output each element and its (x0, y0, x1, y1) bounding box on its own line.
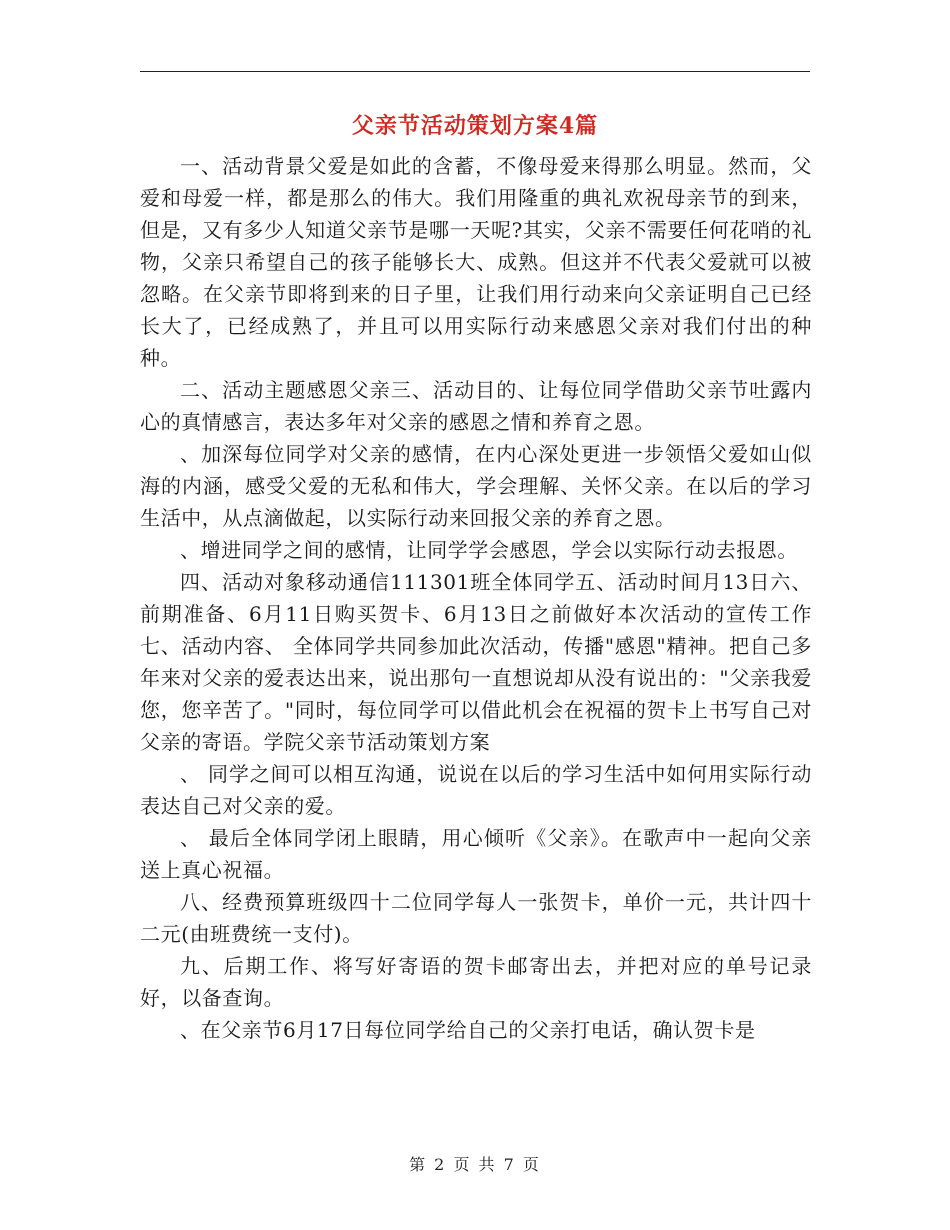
page-number: 第 2 页 共 7 页 (409, 1155, 541, 1174)
document-body (140, 150, 812, 1046)
paragraph-followup: 九、后期工作、将写好寄语的贺卡邮寄出去，并把对应的单号记录好，以备查询。 (140, 954, 812, 1010)
document-title: 父亲节活动策划方案4篇 (351, 113, 599, 139)
paragraph-phone-call: 、在父亲节6月17日每位同学给自己的父亲打电话，确认贺卡是 (180, 1018, 756, 1042)
paragraph-background: 一、活动背景父爱是如此的含蓄，不像母爱来得那么明显。然而，父爱和母爱一样，都是那么的伟大。我们用隆重的典礼欢祝母亲节的到来，但是，又有多少人知道父亲节是哪一天呢?其实，父亲不需要任何花哨的礼物，父亲只希望自己的孩子能够长大、成熟。但这并不代表父爱就可以被忽略。在父亲节即将到来的日子里，让我们用行动来向父亲证明自己已经长大了，已经成熟了，并且可以用实际行动来感恩父亲对我们付出的种种。 (140, 154, 812, 370)
header-rule (140, 71, 810, 72)
paragraph-deepen-feelings: 、加深每位同学对父亲的感情，在内心深处更进一步领悟父爱如山似海的内涵，感受父爱的无私和伟大，学会理解、关怀父亲。在以后的学习生活中，从点滴做起，以实际行动来回报父亲的养育之恩。 (140, 442, 812, 530)
paragraph-song: 、 最后全体同学闭上眼睛，用心倾听《父亲》。在歌声中一起向父亲送上真心祝福。 (140, 826, 812, 882)
paragraph-activity-details: 四、活动对象移动通信111301班全体同学五、活动时间月13日六、前期准备、6月11日购买贺卡、6月13日之前做好本次活动的宣传工作七、活动内容、 全体同学共同参加此次活动，传播"感恩"精神。把自己多年来对父亲的爱表达出来，说出那句一直想说却从没有说出的："父亲我爱您，您辛苦了。"同时，每位同学可以借此机会在祝福的贺卡上书写自己对父亲的寄语。学院父亲节活动策划方案 (140, 570, 812, 754)
paragraph-classmates: 、增进同学之间的感情，让同学学会感恩，学会以实际行动去报恩。 (180, 538, 798, 562)
paragraph-theme-purpose: 二、活动主题感恩父亲三、活动目的、让每位同学借助父亲节吐露内心的真情感言，表达多年对父亲的感恩之情和养育之恩。 (140, 378, 812, 434)
paragraph-budget: 八、经费预算班级四十二位同学每人一张贺卡，单价一元，共计四十二元(由班费统一支付)。 (140, 890, 812, 946)
paragraph-communication: 、 同学之间可以相互沟通，说说在以后的学习生活中如何用实际行动表达自己对父亲的爱。 (140, 762, 812, 818)
